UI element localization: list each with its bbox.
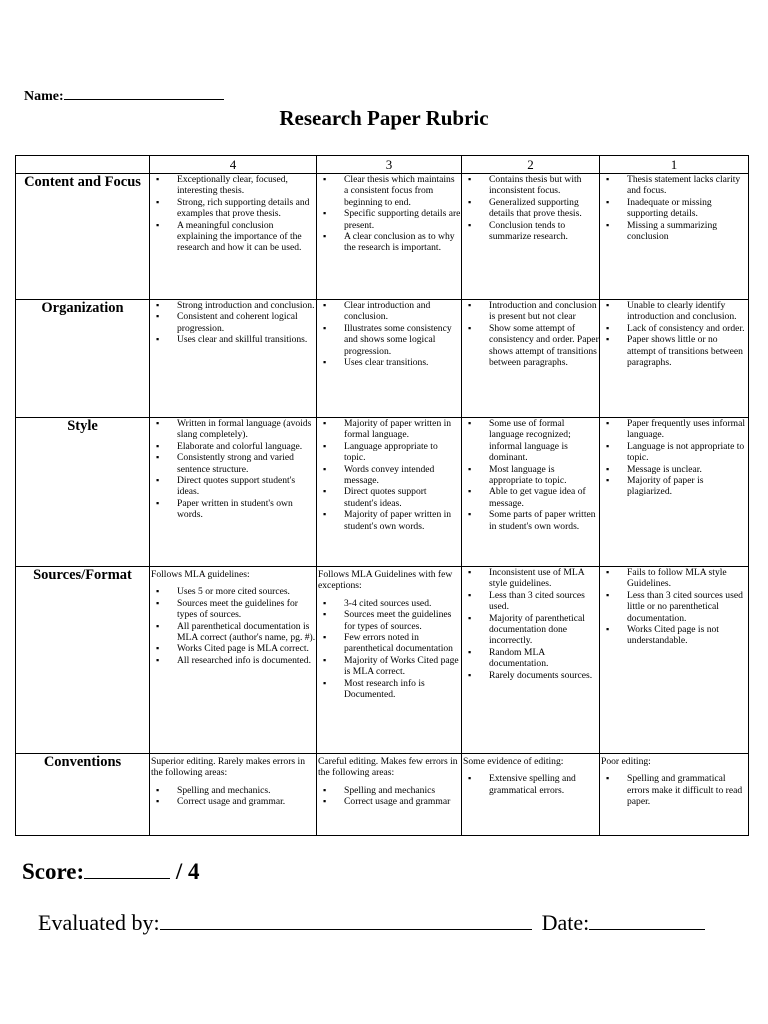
bullet-item: ▪ Written in formal language (avoids slang completely). [150, 418, 316, 441]
rubric-row [16, 754, 749, 836]
bullet-item: ▪ Paper frequently uses informal language. [600, 418, 748, 441]
date-label: Date: [541, 910, 590, 935]
bullet-item: ▪ Message is unclear. [600, 464, 748, 475]
bullet-item: ▪ Random MLA documentation. [462, 647, 599, 670]
bullet-item: ▪ Conclusion tends to summarize research. [462, 220, 599, 243]
rubric-cell-score-2 [462, 418, 600, 567]
rubric-cell-score-1 [600, 754, 749, 836]
rubric-row [16, 418, 749, 567]
cell-bullet-list [600, 567, 748, 647]
bullet-item: ▪ Uses clear transitions. [317, 357, 461, 368]
bullet-item: ▪ Few errors noted in parenthetical documentation [317, 632, 461, 655]
cell-bullet-list [462, 773, 599, 796]
rubric-row [16, 174, 749, 300]
bullet-item: ▪ Inadequate or missing supporting details. [600, 197, 748, 220]
rubric-cell-score-4 [150, 418, 317, 567]
score-label: Score: [22, 859, 85, 884]
rubric-cell-score-4 [150, 567, 317, 754]
date-blank-line[interactable] [589, 911, 705, 930]
rubric-table [15, 155, 749, 836]
cell-bullet-list [317, 418, 461, 532]
bullet-item: ▪ Correct usage and grammar [317, 796, 461, 807]
bullet-item: ▪ Words convey intended message. [317, 464, 461, 487]
header-score-2: 2 [462, 156, 600, 174]
cell-intro: Superior editing. Rarely makes errors in the following areas: [151, 756, 305, 779]
criterion-label: Style [16, 418, 150, 567]
cell-bullet-list [600, 300, 748, 368]
bullet-item: ▪ Illustrates some consistency and shows some logical progression. [317, 323, 461, 357]
cell-intro: Careful editing. Makes few errors in the following areas: [318, 756, 458, 779]
bullet-item: ▪ All researched info is documented. [150, 655, 316, 666]
header-score-1: 1 [600, 156, 749, 174]
bullet-item: ▪ Most research info is Documented. [317, 678, 461, 701]
bullet-item: ▪ Lack of consistency and order. [600, 323, 748, 334]
bullet-item: ▪ Spelling and grammatical errors make it difficult to read paper. [600, 773, 748, 807]
cell-intro: Follows MLA Guidelines with few exceptions: [318, 569, 453, 592]
page-title: Research Paper Rubric [279, 106, 489, 130]
bullet-item: ▪ Works Cited page is MLA correct. [150, 643, 316, 654]
bullet-item: ▪ Clear introduction and conclusion. [317, 300, 461, 323]
bullet-item: ▪ Uses 5 or more cited sources. [150, 586, 316, 597]
bullet-item: ▪ Spelling and mechanics [317, 785, 461, 796]
bullet-item: ▪ Majority of Works Cited page is MLA correct. [317, 655, 461, 678]
cell-bullet-list [462, 567, 599, 681]
bullet-item: ▪ Consistently strong and varied sentence structure. [150, 452, 316, 475]
bullet-item: ▪ Majority of parenthetical documentation done incorrectly. [462, 613, 599, 647]
cell-bullet-list [317, 785, 461, 808]
rubric-cell-score-2 [462, 174, 600, 300]
header-criterion [16, 156, 150, 174]
cell-bullet-list [600, 174, 748, 242]
bullet-item: ▪ Fails to follow MLA style Guidelines. [600, 567, 748, 590]
bullet-item: ▪ Direct quotes support student's ideas. [317, 486, 461, 509]
bullet-item: ▪ Introduction and conclusion is present but not clear [462, 300, 599, 323]
score-line [22, 858, 200, 885]
bullet-item: ▪ Missing a summarizing conclusion [600, 220, 748, 243]
bullet-item: ▪ A clear conclusion as to why the research is important. [317, 231, 461, 254]
cell-bullet-list [150, 174, 316, 254]
cell-bullet-list [317, 598, 461, 701]
cell-bullet-list [317, 174, 461, 254]
header-score-3: 3 [317, 156, 462, 174]
cell-bullet-list [150, 586, 316, 666]
rubric-cell-score-1 [600, 418, 749, 567]
cell-bullet-list [462, 418, 599, 532]
bullet-item: ▪ Language appropriate to topic. [317, 441, 461, 464]
rubric-cell-score-4 [150, 754, 317, 836]
bullet-item: ▪ Less than 3 cited sources used little or no parenthetical documentation. [600, 590, 748, 624]
name-blank-line[interactable] [64, 87, 224, 100]
rubric-cell-score-1 [600, 300, 749, 418]
bullet-item: ▪ Able to get vague idea of message. [462, 486, 599, 509]
rubric-cell-score-3 [317, 754, 462, 836]
cell-intro: Some evidence of editing: [463, 756, 564, 767]
bullet-item: ▪ Strong, rich supporting details and examples that prove thesis. [150, 197, 316, 220]
bullet-item: ▪ All parenthetical documentation is MLA correct (author's name, pg. #). [150, 621, 316, 644]
bullet-item: ▪ Show some attempt of consistency and order. Paper shows attempt of transitions between paragraphs. [462, 323, 599, 369]
bullet-item: ▪ Strong introduction and conclusion. [150, 300, 316, 311]
rubric-cell-score-2 [462, 300, 600, 418]
rubric-body [16, 174, 749, 836]
bullet-item: ▪ Language is not appropriate to topic. [600, 441, 748, 464]
bullet-item: ▪ A meaningful conclusion explaining the importance of the research and how it can be used. [150, 220, 316, 254]
bullet-item: ▪ Paper shows little or no attempt of transitions between paragraphs. [600, 334, 748, 368]
criterion-label: Conventions [16, 754, 150, 836]
rubric-cell-score-2 [462, 754, 600, 836]
bullet-item: ▪ Consistent and coherent logical progression. [150, 311, 316, 334]
cell-bullet-list [462, 300, 599, 368]
bullet-item: ▪ Exceptionally clear, focused, interesting thesis. [150, 174, 316, 197]
bullet-item: ▪ Majority of paper written in formal language. [317, 418, 461, 441]
bullet-item: ▪ Generalized supporting details that prove thesis. [462, 197, 599, 220]
name-field[interactable] [24, 87, 224, 105]
bullet-item: ▪ Clear thesis which maintains a consistent focus from beginning to end. [317, 174, 461, 208]
criterion-label: Content and Focus [16, 174, 150, 300]
score-out-of: / 4 [175, 859, 200, 884]
rubric-cell-score-3 [317, 418, 462, 567]
rubric-cell-score-4 [150, 174, 317, 300]
rubric-row [16, 567, 749, 754]
bullet-item: ▪ Some parts of paper written in student's own words. [462, 509, 599, 532]
bullet-item: ▪ Spelling and mechanics. [150, 785, 316, 796]
cell-bullet-list [600, 418, 748, 498]
evaluated-blank-line[interactable] [160, 911, 532, 930]
cell-intro: Poor editing: [601, 756, 651, 767]
rubric-cell-score-1 [600, 174, 749, 300]
bullet-item: ▪ Correct usage and grammar. [150, 796, 316, 807]
rubric-cell-score-3 [317, 300, 462, 418]
criterion-label: Organization [16, 300, 150, 418]
bullet-item: ▪ Majority of paper written in student's own words. [317, 509, 461, 532]
rubric-cell-score-3 [317, 174, 462, 300]
cell-bullet-list [150, 300, 316, 346]
criterion-label: Sources/Format [16, 567, 150, 754]
bullet-item: ▪ Thesis statement lacks clarity and focus. [600, 174, 748, 197]
rubric-cell-score-1 [600, 567, 749, 754]
bullet-item: ▪ Sources meet the guidelines for types of sources. [150, 598, 316, 621]
name-label: Name: [24, 89, 64, 104]
bullet-item: ▪ Paper written in student's own words. [150, 498, 316, 521]
bullet-item: ▪ Contains thesis but with inconsistent focus. [462, 174, 599, 197]
bullet-item: ▪ Uses clear and skillful transitions. [150, 334, 316, 345]
rubric-row [16, 300, 749, 418]
bullet-item: ▪ Works Cited page is not understandable. [600, 624, 748, 647]
bullet-item: ▪ Less than 3 cited sources used. [462, 590, 599, 613]
bullet-item: ▪ Rarely documents sources. [462, 670, 599, 681]
rubric-cell-score-3 [317, 567, 462, 754]
bullet-item: ▪ Extensive spelling and grammatical errors. [462, 773, 599, 796]
evaluated-label: Evaluated by: [38, 910, 160, 935]
score-blank-line[interactable] [84, 858, 170, 879]
bullet-item: ▪ Elaborate and colorful language. [150, 441, 316, 452]
cell-bullet-list [150, 418, 316, 521]
bullet-item: ▪ Some use of formal language recognized; informal language is dominant. [462, 418, 599, 464]
bullet-item: ▪ Most language is appropriate to topic. [462, 464, 599, 487]
cell-bullet-list [150, 785, 316, 808]
header-row [16, 156, 749, 174]
bullet-item: ▪ 3-4 cited sources used. [317, 598, 461, 609]
rubric-cell-score-2 [462, 567, 600, 754]
bullet-item: ▪ Unable to clearly identify introduction and conclusion. [600, 300, 748, 323]
evaluated-line [38, 910, 705, 936]
bullet-item: ▪ Specific supporting details are present. [317, 208, 461, 231]
bullet-item: ▪ Direct quotes support student's ideas. [150, 475, 316, 498]
rubric-cell-score-4 [150, 300, 317, 418]
cell-intro: Follows MLA guidelines: [151, 569, 250, 580]
bullet-item: ▪ Sources meet the guidelines for types of sources. [317, 609, 461, 632]
bullet-item: ▪ Majority of paper is plagiarized. [600, 475, 748, 498]
cell-bullet-list [600, 773, 748, 807]
header-score-4: 4 [150, 156, 317, 174]
cell-bullet-list [462, 174, 599, 242]
cell-bullet-list [317, 300, 461, 368]
bullet-item: ▪ Inconsistent use of MLA style guidelines. [462, 567, 599, 590]
